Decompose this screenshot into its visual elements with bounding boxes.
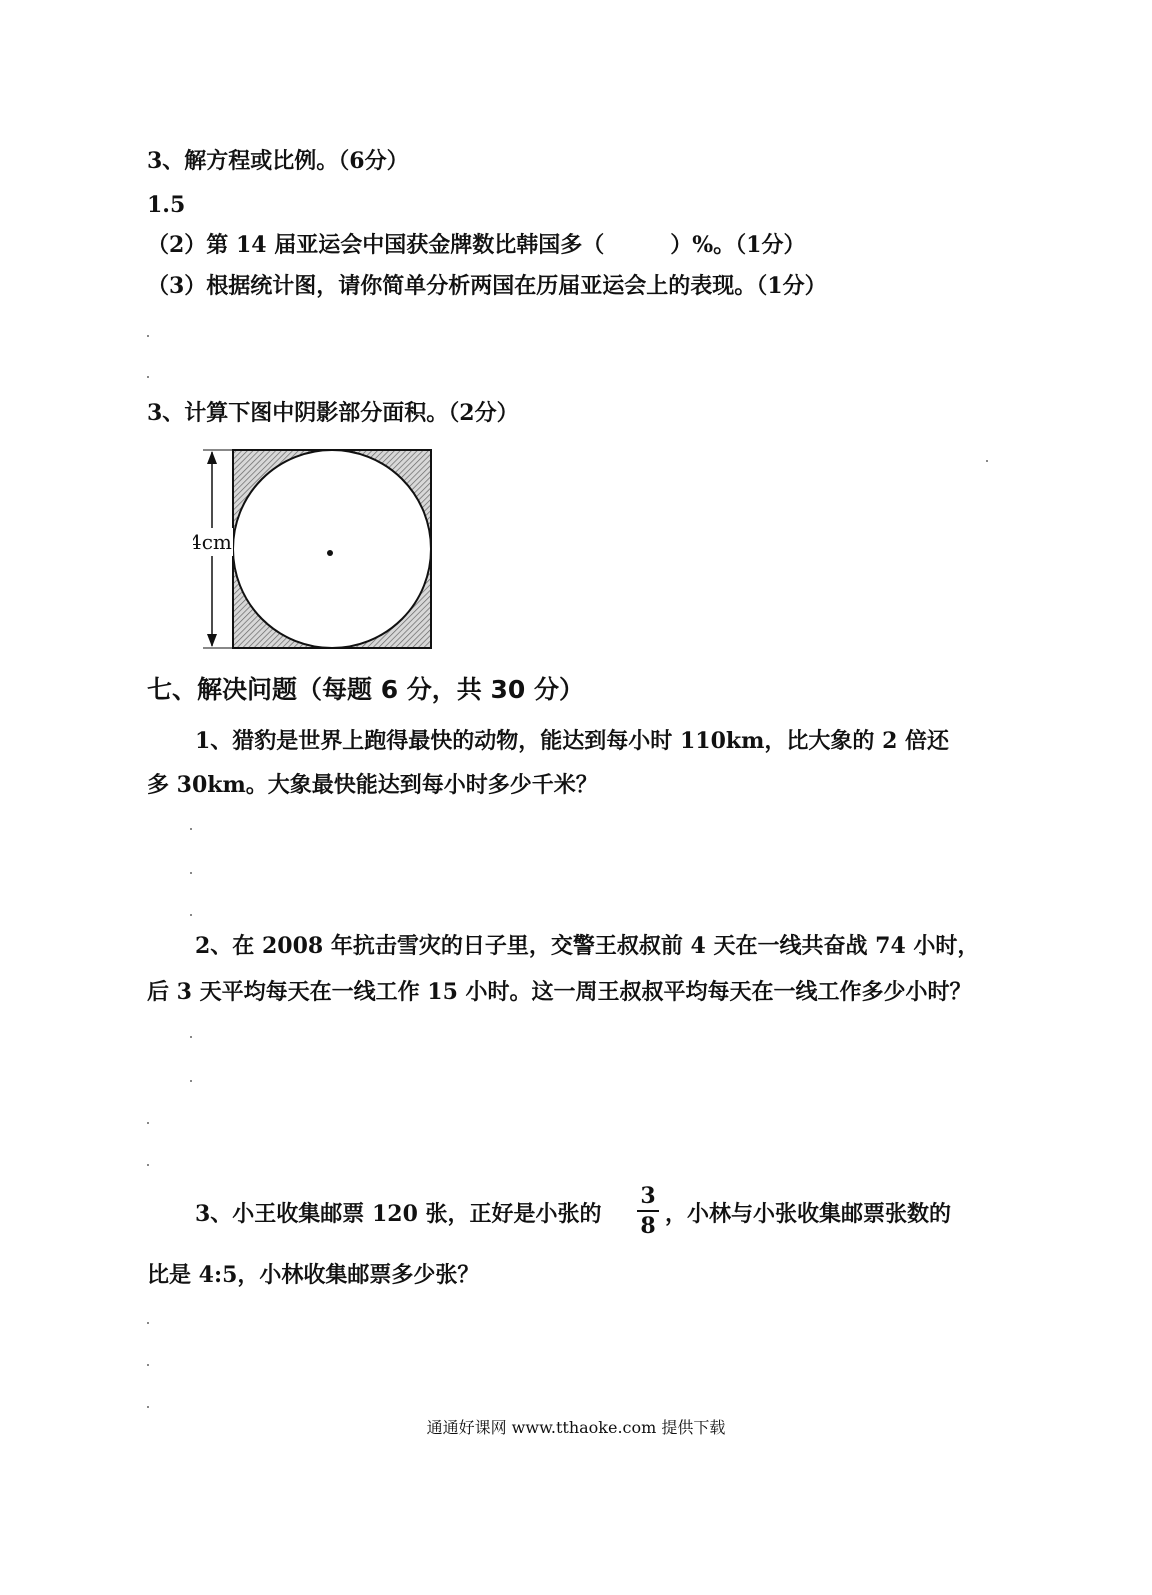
q2-line-2: 后 3 天平均每天在一线工作 15 小时。这一周王叔叔平均每天在一线工作多少小时？	[147, 979, 972, 1005]
shaded-area-question: 3、计算下图中阴影部分面积。（2分）	[147, 400, 519, 426]
fraction-numerator: 3	[640, 1183, 656, 1209]
q3-line-2: 比是 4:5，小林收集邮票多少张？	[147, 1262, 480, 1288]
inscribed-circle	[233, 450, 431, 648]
side-length-label: 4cm	[193, 530, 232, 554]
q3-line-1-part-a: 3、小王收集邮票 120 张，正好是小张的	[195, 1201, 602, 1227]
dimension-arrow-bottom	[207, 634, 217, 647]
section-7-title: 七、解决问题（每题 6 分，共 30 分）	[147, 675, 585, 704]
q1-line-1: 1、猎豹是世界上跑得最快的动物，能达到每小时 110km，比大象的 2 倍还	[195, 728, 950, 754]
q2-line-1: 2、在 2008 年抗击雪灾的日子里，交警王叔叔前 4 天在一线共奋战 74 小时，	[195, 933, 980, 959]
equation-item: 1.5	[147, 192, 186, 218]
gold-medal-question: （2）第 14 届亚运会中国获金牌数比韩国多（ ）%。（1分）	[147, 232, 806, 258]
square-circle-figure	[193, 448, 443, 662]
fraction-denominator: 8	[640, 1213, 656, 1239]
equation-question-heading: 3、解方程或比例。（6分）	[147, 148, 409, 174]
dimension-arrow-top	[207, 451, 217, 464]
circle-center-dot	[327, 550, 333, 556]
q1-line-2: 多 30km。大象最快能达到每小时多少千米？	[147, 772, 598, 798]
fraction-three-eighths	[637, 1183, 659, 1239]
page-footer: 通通好课网 www.tthaoke.com 提供下载	[426, 1418, 726, 1437]
q3-line-1-part-b: ，小林与小张收集邮票张数的	[665, 1201, 952, 1227]
chart-analysis-question: （3）根据统计图，请你简单分析两国在历届亚运会上的表现。（1分）	[147, 273, 827, 299]
shaded-area-diagram	[193, 448, 443, 658]
